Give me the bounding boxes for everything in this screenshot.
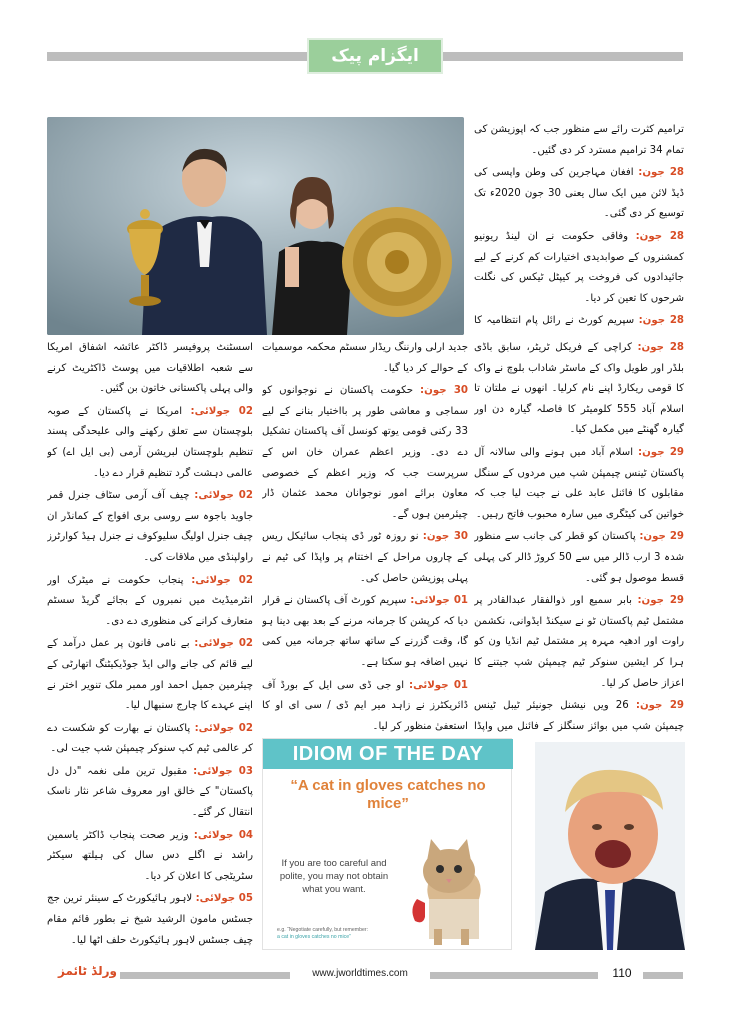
idiom-of-the-day-box bbox=[262, 738, 512, 950]
news-item: 28 جون: افغان مہاجرین کی وطن واپسی کی ڈیڈ لائن میں ایک سال یعنی 30 جون 2020ء تک توسیع کر دی گئی۔ bbox=[474, 167, 684, 220]
section-title: ایگزام پیک bbox=[307, 38, 443, 74]
idiom-quote: “A cat in gloves catches no mice” bbox=[290, 777, 486, 812]
news-item: 28 جون: سپریم کورٹ نے رائل پام انتظامیہ کا bbox=[474, 315, 684, 327]
footer-rule-left bbox=[120, 972, 290, 979]
column-right bbox=[474, 338, 684, 738]
column-right-top bbox=[474, 120, 684, 336]
news-item: 02 جولائی: پنجاب حکومت نے میٹرک اور انٹرمیڈیٹ میں نمبروں کے بجائے گریڈ سسٹم متعارف کرانے کی منظوری دے دی۔ bbox=[47, 574, 253, 627]
idiom-meaning: If you are too careful and polite, you may not obtain what you want. bbox=[279, 858, 389, 895]
news-item: ترامیم کثرت رائے سے منظور جب کہ اپوزیشن کی تمام 34 ترامیم مسترد کر دی گئیں۔ bbox=[474, 124, 684, 156]
news-item: 01 جولائی: او جی ڈی سی ایل کے بورڈ آف ڈائریکٹرز نے زاہد میر ایم ڈی / سی ای او کا استعفیٰ منظور کر لیا۔ bbox=[262, 679, 468, 732]
header-rule-left bbox=[47, 52, 307, 61]
news-item: 02 جولائی: چیف آف آرمی سٹاف جنرل قمر جاوید باجوہ سے روسی بری افواج کے کمانڈر ان چیف جنرل اولیگ سلیوکوف نے جنرل ہیڈ کوارٹرز راولپنڈی میں ملاقات کی۔ bbox=[47, 490, 253, 563]
news-item: 05 جولائی: لاہور ہائیکورٹ کے سینئر ترین جج جسٹس مامون الرشید شیخ نے بطور قائم مقام چیف جسٹس لاہور ہائیکورٹ حلف اٹھا لیا۔ bbox=[47, 893, 253, 946]
news-item: 29 جون: بابر سمیع اور ذوالفقار عبدالقادر پر مشتمل ٹیم پاکستان ٹو نے سیکنڈ ایڈوانی، نکشمن راوت اور ادھیہ مہرہ پر مشتمل ٹیم انڈیا ون کو ہرا کر ایشین سنوکر ٹیم چیمپئن شپ جیتنے کا اعزاز حاصل کر لیا۔ bbox=[474, 595, 684, 689]
news-item: 02 جولائی: پاکستان نے بھارت کو شکست دے کر عالمی ٹیم کپ سنوکر چیمپئن شپ جیت لی۔ bbox=[47, 722, 253, 755]
news-item: 03 جولائی: مقبول ترین ملی نغمہ "دل دل پاکستان" کے خالق اور معروف شاعر نثار ناسک انتقال کر گئے۔ bbox=[47, 765, 253, 819]
footer-brand: ورلڈ ٹائمز bbox=[57, 964, 117, 978]
news-item: اسسٹنٹ پروفیسر ڈاکٹر عائشہ اشفاق امریکا سے شعبہ اطلاقیات میں پوسٹ ڈاکٹریٹ کرنے والی پہلی پاکستانی خاتون بن گئیں۔ bbox=[47, 342, 253, 395]
idiom-title: IDIOM OF THE DAY bbox=[263, 739, 513, 769]
champions-photo bbox=[47, 117, 464, 335]
footer-rule-right bbox=[430, 972, 598, 979]
news-item: 01 جولائی: سپریم کورٹ آف پاکستان نے قرار دیا کہ کرپشن کا جرمانہ مرنے کے بعد بھی دینا ہو گا، وقت گزرنے کے ساتھ ساتھ جرمانہ میں کمی نہیں اضافہ ہو سکتا ہے۔ bbox=[262, 595, 468, 668]
politician-photo bbox=[535, 742, 685, 950]
column-middle bbox=[262, 338, 468, 738]
news-item: 02 جولائی: امریکا نے پاکستان کے صوبہ بلوچستان سے تعلق رکھنے والی علیحدگی پسند تنظیم بلوچستان لبریشن آرمی (بی ایل اے) کو عالمی دہشت گرد تنظیم قرار دے دیا۔ bbox=[47, 405, 253, 479]
news-item: 28 جون: وفاقی حکومت نے ان لینڈ ریونیو کمشنروں کے صوابدیدی اختیارات کم کرنے کے لیے جائیدادوں کی فروخت پر کیپٹل ٹیکس کی نگلت شرحوں کا تعین کر دیا۔ bbox=[474, 230, 684, 304]
idiom-example: e.g. “Negotiate carefully, but remember: a cat in gloves catches no mice” bbox=[277, 927, 369, 940]
news-item: 29 جون: پاکستان کو قطر کی جانب سے منظور شدہ 3 ارب ڈالر میں سے 50 کروڑ ڈالر کی پہلی قسط موصول ہو گئی۔ bbox=[474, 531, 684, 584]
news-item: 04 جولائی: وزیر صحت پنجاب ڈاکٹر یاسمین راشد نے اگلے دس سال کی ہیلتھ سیکٹر سٹریٹجی کا اعلان کر دیا۔ bbox=[47, 829, 253, 882]
page-number: 110 bbox=[612, 966, 632, 980]
header-rule-right bbox=[443, 52, 683, 61]
footer-url[interactable]: www.jworldtimes.com bbox=[312, 968, 408, 979]
news-item: 28 جون: کراچی کے فریکل ٹریٹر، سابق باڈی بلڈر اور طویل واک کے ماسٹر شاداب بلوچ نے واک کا قومی ریکارڈ اپنے نام کرلیا۔ انھوں نے ملتان تا اسلام آباد 555 کلومیٹر کا فاصلہ گیارہ دن اور گیارہ گھنٹے میں مکمل کیا۔ bbox=[474, 342, 684, 436]
column-left bbox=[47, 338, 253, 950]
footer-rule-end bbox=[643, 972, 683, 979]
news-item: 29 جون: 26 ویں نیشنل جونیئر ٹیبل ٹینس چیمپئن شپ میں بوائز سنگلز کے فائنل میں واپڈا bbox=[474, 700, 684, 732]
news-item: 30 جون: حکومت پاکستان نے نوجوانوں کو سماجی و معاشی طور پر بااختیار بنانے کے لیے 33 رکنی قومی یوتھ کونسل آف پاکستان تشکیل دے دی۔ وزیر اعظم عمران خان اس کے سرپرست جب کہ وزیر اعظم کے خصوصی معاون برائے امور نوجوانان محمد عثمان ڈار چیئرمین ہوں گے۔ bbox=[262, 385, 468, 520]
news-item: جدید ارلی وارننگ ریڈار سسٹم محکمہ موسمیات کے حوالے کر دیا گیا۔ bbox=[262, 342, 468, 374]
news-item: 30 جون: نو روزہ ٹور ڈی پنجاب سائیکل ریس کے چاروں مراحل کے اختتام پر واپڈا کی ٹیم نے پہلی پوزیشن حاصل کی۔ bbox=[262, 531, 468, 584]
news-item: 29 جون: اسلام آباد میں ہونے والی سالانہ آل پاکستان ٹینس چیمپئن شپ میں مردوں کے سنگل مقابلوں کا فائنل عابد علی نے جیت لیا جب کہ خواتین کی کیٹگری میں سارہ محبوب فاتح رہیں۔ bbox=[474, 446, 684, 520]
news-item: 02 جولائی: بے نامی قانون پر عمل درآمد کے لیے قائم کی جانے والی ایڈ جوڈیکیٹنگ اتھارٹی کے چیئرمین جمیل احمد اور ممبر ملک تنویر اختر نے اپنے عہدے کا چارج سنبھال لیا۔ bbox=[47, 638, 253, 712]
